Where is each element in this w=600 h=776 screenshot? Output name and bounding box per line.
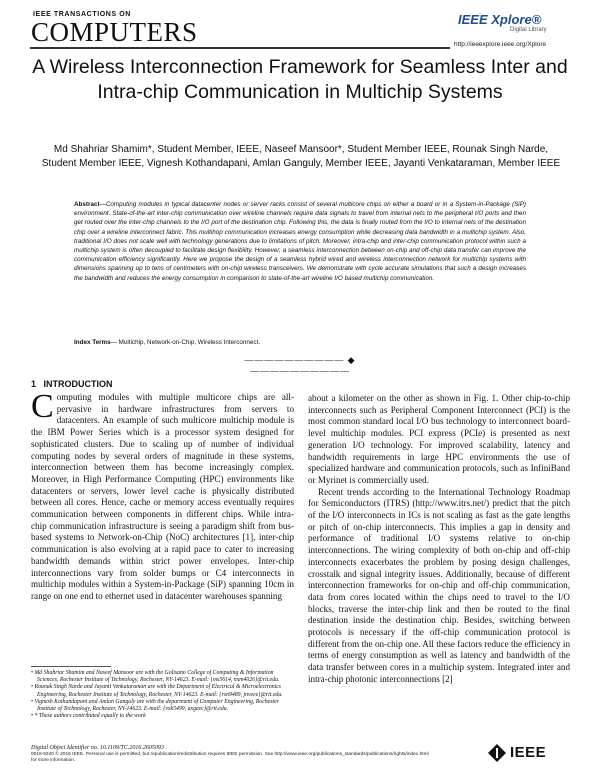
author-list: Md Shahriar Shamim*, Student Member, IEEE, Naseef Mansoor*, Student Member IEEE, Rounak Singh Narde, Student Member IEEE, Vignesh Kothandapani, Amlan Ganguly, Member IEEE, Jayanti Venkataraman, Member IEEE: [41, 144, 561, 169]
intro-paragraph-2: about a kilometer on the other as shown in Fig. 1. Other chip-to-chip interconnects such as Peripheral Component Interconnect (PCI) is the most common standard local I/O bus technology to interconnect board-level multichip modules. PCI express (PCIe) is presented as next generation I/O technology. For improved scalability, latency and bandwidth requirements in large HPC environments the use of specialized hardware and communication protocols, such as InfiniBand or Myrinet is commercially used.: [308, 393, 570, 485]
index-terms-text: — Multichip, Network-on-Chip, Wireless Interconnect.: [110, 339, 261, 346]
dropcap: C: [31, 392, 54, 425]
doi-line: Digital Object Identifier no. 10.1109/TC.2016.2605093: [31, 745, 164, 751]
journal-top-label: IEEE TRANSACTIONS ON: [33, 11, 131, 18]
index-terms: [74, 339, 526, 346]
abstract-label: Abstract: [74, 201, 100, 208]
body-column-left: [31, 392, 294, 664]
section-title: INTRODUCTION: [43, 379, 113, 389]
xplore-url[interactable]: http://ieeexplore.ieee.org/Xplore: [454, 41, 547, 48]
footnote-rule: [31, 666, 111, 667]
section-divider: —————————— ◆ ——————————: [244, 355, 356, 376]
paper-title: A Wireless Interconnection Framework for Seamless Inter and Intra-chip Communication in Multichip Systems: [32, 56, 568, 103]
abstract-text: —Computing modules in typical datacenter nodes or server racks consist of several multicore chips on either a board or in a System-in-Package (SiP) environment. State-of-the-art inter-chip communication over wireline channels require data signals to travel from internal nets to the peripheral I/O ports and then get routed over the inter-chip channels to the I/O port of the destination chip. Following this, the data is finally routed from the I/O to internal nets of the destination chip over a wireline interconnect fabric. This multihop communication increases energy consumption while decreasing data bandwidth in a multichip system. Also, traditional I/O does not scale well with technology generations due to limitations of pitch. Moreover, intra-chip and inter-chip communication protocol within such a multichip system is often decoupled to facilitate design flexibility. However, a seamless interconnection between on-chip and off-chip data transfer can improve the communication efficiency significantly. Here we propose the design of a seamless hybrid wired and wireless interconnection network for multichip systems with dimensions spanning up to tens of centimeters with on-chip wireless transceivers. We demonstrate with cycle accurate simulations that such a design increases the bandwidth and reduces the energy consumption in comparison to state-of-the-art wireline I/O based multichip communication.: [74, 201, 526, 282]
footnote: • Rounak Singh Narde and Jayanti Venkataraman are with the Department of Electrical & Microelectronics Engineering, Rochester Institute of Technology, Rochester, NY-14623. E-mail: {rsn9489, jnveee}@rit.edu.: [31, 684, 283, 698]
copyright-notice: 0018-9340 © 2016 IEEE. Personal use is permitted, but republication/redistribution requires IEEE permission. See http://www.ieee.org/publications_standards/publications/rights/index.html for more information.: [31, 752, 429, 763]
ieee-footer-logo: IEEE: [510, 744, 547, 761]
footnote: • Vignesh Kothandapani and Amlan Ganguly are with the department of Computer Engineering, Rochester Institute of Technology, Rochester, NY-14623. E-mail: {vxk5499, axgeec}@rit.edu.: [31, 698, 279, 713]
journal-name: COMPUTERS: [31, 17, 198, 47]
ieee-diamond-icon: [487, 743, 507, 763]
section-number: 1: [31, 379, 37, 389]
footnotes: [31, 670, 294, 720]
intro-paragraph-3: Recent trends according to the International Technology Roadmap for Semiconductors (ITRS) (http://www.itrs.net/) predict that the pitch of the I/O interconnects in ICs is not scaling as fast as the gate lengths or pitch of on-chip interconnects. This implies a gap in density and performance of traditional I/O systems relative to on-chip interconnections. The wiring complexity of both on-chip and off-chip interconnects exacerbates the problem by posing design challenges, crosstalk and signal integrity issues. Additionally, because of different interconnection frameworks for on-chip and off-chip communication, data from cores located within the chips need to travel to the I/O blocks, traverse the inter-chip link and then be routed to the final destination inside the destination chip. Besides, switching between protocols is necessary if the off-chip communication protocol is different from the on-chip one. All these factors reduce the efficiency in terms of energy consumption as well as latency and bandwidth of the data transfer between cores in a multichip system. Integrated inter and intra-chip photonic interconnections [2]: [308, 486, 570, 684]
ieee-xplore-logo[interactable]: IEEE Xplore®: [458, 12, 542, 27]
xplore-subtitle: Digital Library: [510, 27, 547, 33]
intro-paragraph-1: omputing modules with multiple multicore chips are all-pervasive in hardware infrastructures from servers to datacenters. An example of such multicore multichip module is the IBM Power Series which is a processor system designed for sophisticated clusters. Due to scaling up of number of individual computing nodes by several orders of magnitude in these systems, interconnection between them has become increasingly complex. Moreover, in High Performance Computing (HPC) environments like datacenters or servers, lower level cache is physically distributed between all cores. Hence, cache or memory access eventually requires communication between components in different chips. While intra-chip communication infrastructure is seeing a paradigm shift from bus-based systems to Network-on-Chip (NoC) architectures [1], inter-chip communication is also evolving at a rapid pace to cater to increasing bandwidth demands within strict power envelopes. Inter-chip interconnections vary from solder bumps or C4 interconnects in multichip modules within a System-in-Package (SiP) spanning 10cm in range on one end to ethernet used in datacenter warehouses spanning: [31, 392, 294, 601]
footnote: • * These authors contributed equally to the work: [31, 713, 146, 720]
abstract: [74, 200, 526, 283]
footnote: • Md Shahriar Shamim and Naseef Mansoor are with the Golisano College of Computing & Information Sciences, Rochester Institute of Technology, Rochester, NY-14623. E-mail: {ms5614, nxm4026}@rit.edu.: [31, 670, 280, 684]
body-column-right: [308, 393, 570, 733]
header-rule: [30, 47, 450, 49]
section-heading: [31, 379, 113, 389]
index-terms-label: Index Terms: [74, 339, 111, 346]
